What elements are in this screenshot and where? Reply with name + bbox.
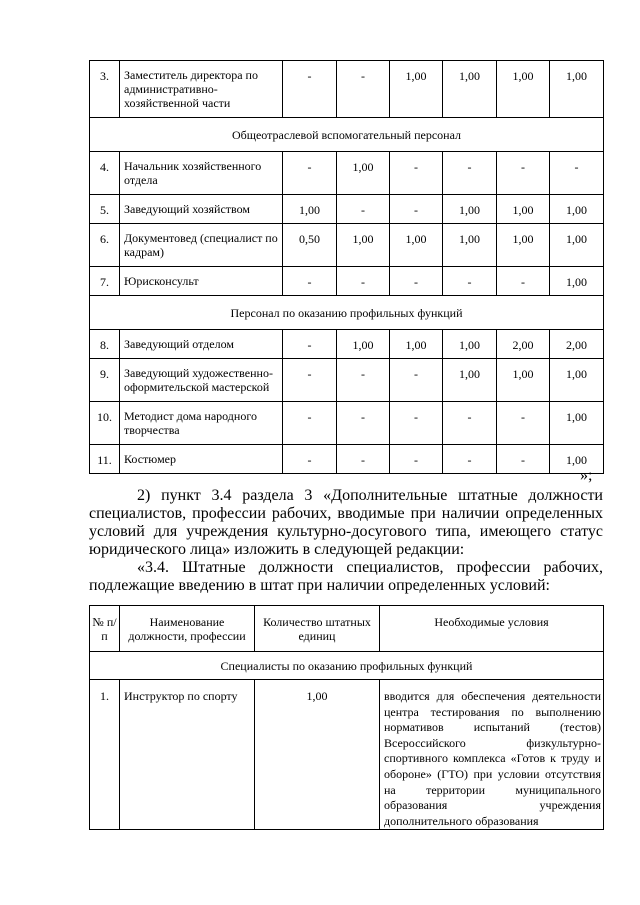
section-title: Персонал по оказанию профильных функций bbox=[90, 296, 604, 330]
row-position: Методист дома народного творчества bbox=[120, 402, 283, 445]
row-number: 11. bbox=[90, 445, 120, 474]
row-value: 1,00 bbox=[283, 195, 337, 224]
row-position: Инструктор по спорту bbox=[120, 680, 255, 830]
row-value: 1,00 bbox=[550, 359, 604, 402]
row-value: - bbox=[337, 445, 390, 474]
row-position: Заведующий художественно-оформительской мастерской bbox=[120, 359, 283, 402]
row-value: 1,00 bbox=[550, 267, 604, 296]
row-value: 0,50 bbox=[283, 224, 337, 267]
row-value: 1,00 bbox=[443, 330, 497, 359]
row-position: Юрисконсульт bbox=[120, 267, 283, 296]
row-value: 1,00 bbox=[497, 359, 550, 402]
paragraph-heading-3-4: «3.4. Штатные должности специалистов, профессии рабочих, подлежащие введению в штат при наличии определенных условий: bbox=[89, 559, 603, 594]
table-row bbox=[90, 61, 604, 118]
row-value: 1,00 bbox=[337, 330, 390, 359]
row-value: - bbox=[390, 402, 443, 445]
table-row bbox=[90, 680, 604, 830]
table-row bbox=[90, 330, 604, 359]
row-position: Костюмер bbox=[120, 445, 283, 474]
table-row bbox=[90, 445, 604, 474]
row-number: 5. bbox=[90, 195, 120, 224]
closing-quote-mark: »; bbox=[580, 467, 593, 484]
row-value: 1,00 bbox=[443, 224, 497, 267]
row-value: - bbox=[283, 330, 337, 359]
row-value: 1,00 bbox=[443, 61, 497, 118]
header-conditions: Необходимые условия bbox=[380, 606, 604, 652]
row-conditions: вводится для обеспечения деятельности центра тестирования по выполнению нормативов испытаний (тестов) Всероссийского физкультурно-спортивного комплекса «Готов к труду и обороне» (ГТО) при условии отсутствия на территории муниципального образования учреждения дополнительного образования bbox=[380, 680, 604, 830]
row-value: - bbox=[390, 195, 443, 224]
staff-table bbox=[89, 60, 604, 474]
row-value: - bbox=[337, 61, 390, 118]
row-number: 10. bbox=[90, 402, 120, 445]
row-value: - bbox=[390, 152, 443, 195]
table-row bbox=[90, 267, 604, 296]
row-value: - bbox=[337, 195, 390, 224]
row-value: - bbox=[283, 61, 337, 118]
section-row bbox=[90, 652, 604, 680]
row-value: 1,00 bbox=[550, 195, 604, 224]
table-row bbox=[90, 152, 604, 195]
section-title: Специалисты по оказанию профильных функций bbox=[90, 652, 604, 680]
table-row bbox=[90, 402, 604, 445]
row-value: 1,00 bbox=[497, 61, 550, 118]
table-row bbox=[90, 224, 604, 267]
row-value: - bbox=[390, 445, 443, 474]
section-title: Общеотраслевой вспомогательный персонал bbox=[90, 118, 604, 152]
row-value: 1,00 bbox=[443, 359, 497, 402]
row-value: - bbox=[443, 267, 497, 296]
row-value: - bbox=[283, 267, 337, 296]
row-position: Заведующий отделом bbox=[120, 330, 283, 359]
row-number: 6. bbox=[90, 224, 120, 267]
row-value: - bbox=[550, 152, 604, 195]
row-value: 1,00 bbox=[337, 224, 390, 267]
row-value: - bbox=[443, 445, 497, 474]
row-value: - bbox=[283, 359, 337, 402]
table-row bbox=[90, 195, 604, 224]
row-position: Начальник хозяйственного отдела bbox=[120, 152, 283, 195]
row-number: 1. bbox=[90, 680, 120, 830]
row-value: - bbox=[337, 267, 390, 296]
row-number: 9. bbox=[90, 359, 120, 402]
row-value: - bbox=[283, 445, 337, 474]
row-value: - bbox=[283, 402, 337, 445]
row-value: 1,00 bbox=[390, 224, 443, 267]
row-value: 1,00 bbox=[550, 61, 604, 118]
row-value: 1,00 bbox=[550, 402, 604, 445]
row-value: 1,00 bbox=[550, 445, 604, 474]
section-row bbox=[90, 118, 604, 152]
row-value: 1,00 bbox=[390, 61, 443, 118]
row-value: - bbox=[337, 402, 390, 445]
row-value: 1,00 bbox=[337, 152, 390, 195]
row-number: 7. bbox=[90, 267, 120, 296]
row-position: Заведующий хозяйством bbox=[120, 195, 283, 224]
row-value: - bbox=[283, 152, 337, 195]
row-value: 2,00 bbox=[497, 330, 550, 359]
section-row bbox=[90, 296, 604, 330]
row-value: 1,00 bbox=[390, 330, 443, 359]
header-row bbox=[90, 606, 604, 652]
row-value: - bbox=[497, 445, 550, 474]
header-quantity: Количество штатных единиц bbox=[255, 606, 380, 652]
row-value: - bbox=[497, 152, 550, 195]
row-value: 2,00 bbox=[550, 330, 604, 359]
row-number: 4. bbox=[90, 152, 120, 195]
table-row bbox=[90, 359, 604, 402]
row-value: - bbox=[443, 152, 497, 195]
additional-staff-table bbox=[89, 605, 604, 830]
header-num: № п/п bbox=[90, 606, 120, 652]
paragraph-amendment: 2) пункт 3.4 раздела 3 «Дополнительные штатные должности специалистов, профессии рабочих, вводимые при наличии определенных условий для учреждения культурно-досугового типа, имеющего статус юридического лица» изложить в следующей редакции: bbox=[89, 487, 603, 558]
row-position: Заместитель директора по административно-хозяйственной части bbox=[120, 61, 283, 118]
row-value: - bbox=[390, 267, 443, 296]
row-value: - bbox=[497, 267, 550, 296]
row-number: 3. bbox=[90, 61, 120, 118]
row-value: 1,00 bbox=[550, 224, 604, 267]
row-value: 1,00 bbox=[497, 195, 550, 224]
row-value: 1,00 bbox=[443, 195, 497, 224]
header-position: Наименование должности, профессии bbox=[120, 606, 255, 652]
row-value: - bbox=[497, 402, 550, 445]
row-number: 8. bbox=[90, 330, 120, 359]
row-quantity: 1,00 bbox=[255, 680, 380, 830]
row-position: Документовед (специалист по кадрам) bbox=[120, 224, 283, 267]
row-value: - bbox=[390, 359, 443, 402]
row-value: - bbox=[443, 402, 497, 445]
row-value: 1,00 bbox=[497, 224, 550, 267]
row-value: - bbox=[337, 359, 390, 402]
